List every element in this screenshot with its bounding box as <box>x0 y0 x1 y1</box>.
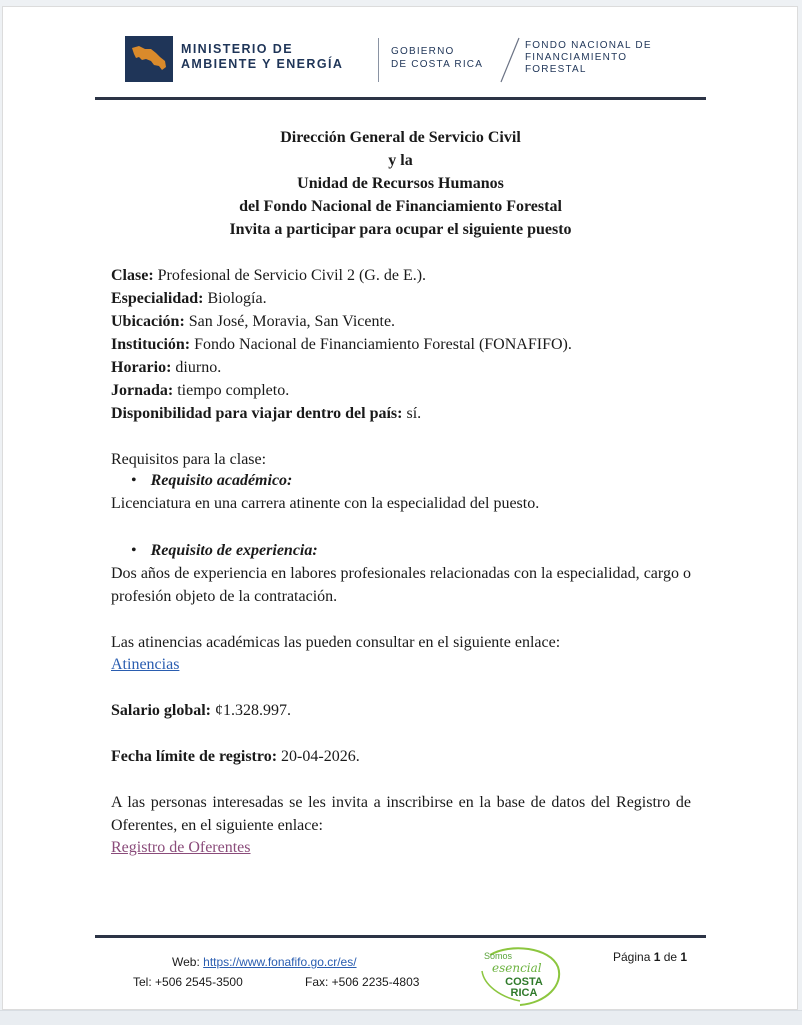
header-divider <box>378 38 379 82</box>
requirements-intro: Requisitos para la clase: <box>111 451 267 468</box>
website-link[interactable]: https://www.fonafifo.go.cr/es/ <box>203 955 357 969</box>
experience-requirement-heading: • Requisito de experiencia: <box>131 542 318 559</box>
bullet-icon: • <box>131 472 137 489</box>
header-rule <box>95 97 706 100</box>
ministry-name: MINISTERIO DE AMBIENTE Y ENERGÍA <box>181 42 344 71</box>
letterhead <box>125 32 685 88</box>
position-details <box>111 264 691 425</box>
deadline-row: Fecha límite de registro: 20-04-2026. <box>111 748 360 765</box>
badge-country: COSTA RICA <box>505 976 543 999</box>
academic-requirement-text: Licenciatura en una carrera atinente con la especialidad del puesto. <box>111 495 540 512</box>
atinencias-link[interactable]: Atinencias <box>111 656 180 673</box>
esencial-costa-rica-logo <box>470 941 566 1009</box>
salary-row: Salario global: ¢1.328.997. <box>111 702 292 719</box>
footer-rule <box>95 935 706 938</box>
field-ubicacion: Ubicación: San José, Moravia, San Vicente. <box>111 313 396 330</box>
badge-esencial: esencial <box>492 961 542 975</box>
experience-requirement-text: Dos años de experiencia en labores profesionales relacionadas con la especialidad, cargo o profesión objeto de la contratación. <box>111 565 691 605</box>
footer-fax: Fax: +506 2235-4803 <box>305 975 420 989</box>
page-number: Página 1 de 1 <box>613 950 688 964</box>
field-jornada: Jornada: tiempo completo. <box>111 382 290 399</box>
fund-name: FONDO NACIONAL DE FINANCIAMIENTO FORESTAL <box>525 40 652 75</box>
header-slash <box>497 34 523 86</box>
field-institucion: Institución: Fondo Nacional de Financiamiento Forestal (FONAFIFO). <box>111 336 572 353</box>
title-line: Invita a participar para ocupar el siguiente puesto <box>229 221 572 238</box>
costa-rica-map-logo <box>125 36 173 82</box>
field-especialidad: Especialidad: Biología. <box>111 290 267 307</box>
registro-oferentes-link[interactable]: Registro de Oferentes <box>111 839 251 856</box>
atinencias-text: Las atinencias académicas las pueden consultar en el siguiente enlace: <box>111 634 561 651</box>
title-line: Unidad de Recursos Humanos <box>297 175 504 192</box>
viewer-bottom-bar <box>0 1010 802 1025</box>
footer-web: Web: https://www.fonafifo.go.cr/es/ <box>172 955 357 969</box>
government-name: GOBIERNO DE COSTA RICA <box>391 46 484 70</box>
footer-phone: Tel: +506 2545-3500 <box>133 975 243 989</box>
academic-requirement-heading: • Requisito académico: <box>131 472 293 489</box>
registration-text: A las personas interesadas se les invita a inscribirse en la base de datos del Registro de Oferentes, en el siguiente enlace: <box>111 794 691 834</box>
registration-link-row <box>111 836 691 859</box>
bullet-icon: • <box>131 542 137 559</box>
atinencias-link-row <box>111 653 691 676</box>
title-line: y la <box>388 152 413 169</box>
field-disponibilidad: Disponibilidad para viajar dentro del país: sí. <box>111 405 422 422</box>
field-clase: Clase: Profesional de Servicio Civil 2 (G. de E.). <box>111 267 427 284</box>
field-horario: Horario: diurno. <box>111 359 222 376</box>
badge-somos: Somos <box>484 951 513 961</box>
announcement-title <box>95 126 706 241</box>
title-line: del Fondo Nacional de Financiamiento Forestal <box>239 198 562 215</box>
title-line: Dirección General de Servicio Civil <box>280 129 521 146</box>
